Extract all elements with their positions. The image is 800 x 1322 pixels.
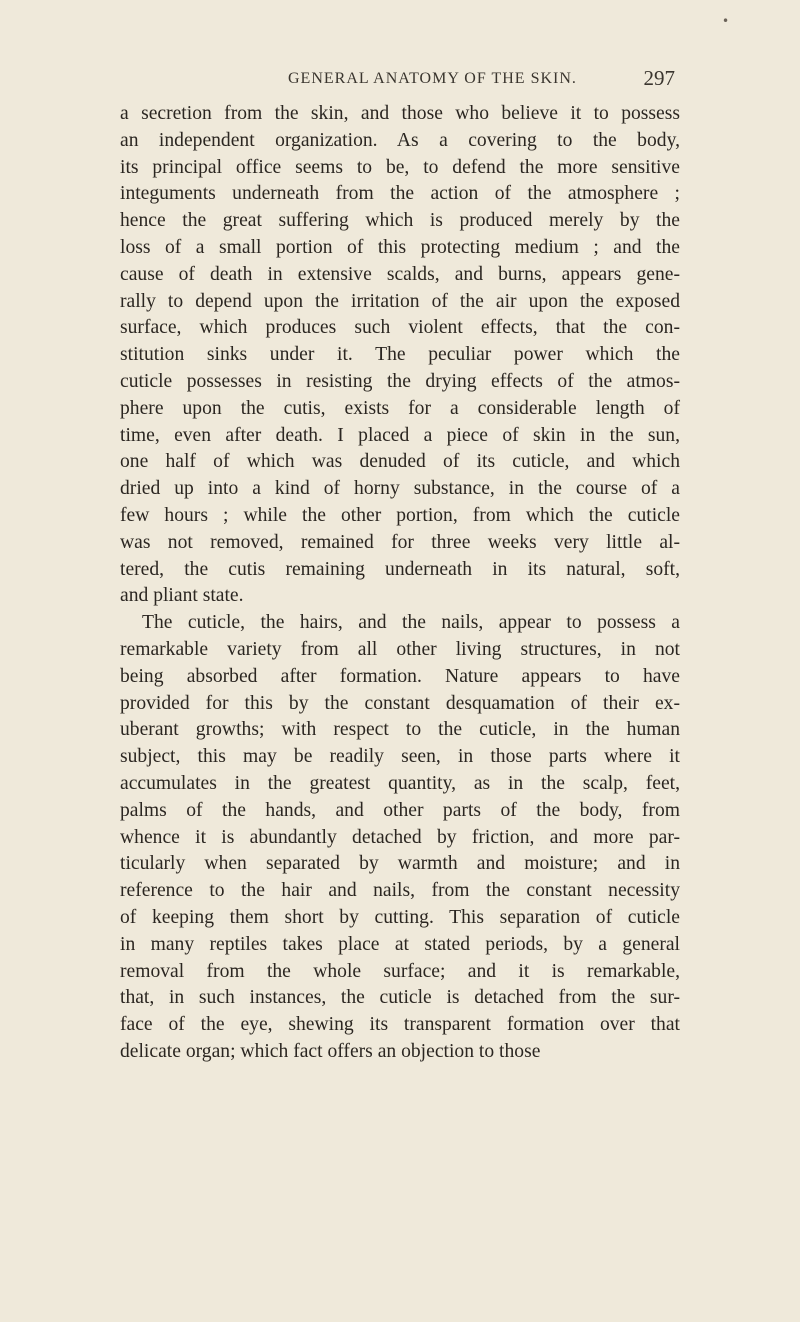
text-line: remarkable variety from all other living structures, in not [120, 638, 680, 660]
paragraph-2 [120, 610, 680, 1066]
text-line: palms of the hands, and other parts of the body, from [120, 799, 680, 821]
text-line: rally to depend upon the irritation of the air upon the exposed [120, 290, 680, 312]
text-line: phere upon the cutis, exists for a considerable length of [120, 397, 680, 419]
text-line: removal from the whole surface; and it is remarkable, [120, 960, 680, 982]
text-line: cause of death in extensive scalds, and burns, appears gene- [120, 263, 680, 285]
text-line: whence it is abundantly detached by friction, and more par- [120, 826, 680, 848]
text-line: delicate organ; which fact offers an objection to those [120, 1040, 541, 1062]
text-line: and pliant state. [120, 585, 244, 607]
text-line: surface, which produces such violent effects, that the con- [120, 317, 680, 339]
text-line: cuticle possesses in resisting the drying effects of the atmos- [120, 370, 680, 392]
text-line: dried up into a kind of horny substance, in the course of a [120, 478, 680, 500]
text-line: uberant growths; with respect to the cuticle, in the human [120, 719, 680, 741]
text-line: accumulates in the greatest quantity, as in the scalp, feet, [120, 772, 680, 794]
text-line: face of the eye, shewing its transparent formation over that [120, 1014, 680, 1036]
text-line: reference to the hair and nails, from the constant necessity [120, 880, 680, 902]
text-line: stitution sinks under it. The peculiar power which the [120, 344, 680, 366]
text-line: hence the great suffering which is produced merely by the [120, 210, 680, 232]
text-line: The cuticle, the hairs, and the nails, appear to possess a [142, 612, 680, 634]
page-number: 297 [643, 66, 675, 90]
text-line: its principal office seems to be, to defend the more sensitive [120, 156, 680, 178]
text-line: one half of which was denuded of its cuticle, and which [120, 451, 680, 473]
text-line: ticularly when separated by warmth and moisture; and in [120, 853, 680, 875]
text-line: being absorbed after formation. Nature appears to have [120, 665, 680, 687]
text-line: of keeping them short by cutting. This separation of cuticle [120, 906, 680, 928]
text-line: was not removed, remained for three weeks very little al- [120, 531, 680, 553]
margin-speck: • [722, 14, 730, 28]
body-text [120, 101, 680, 1066]
paragraph-1 [120, 101, 680, 610]
text-line: subject, this may be readily seen, in those parts where it [120, 746, 680, 768]
text-line: in many reptiles takes place at stated periods, by a general [120, 933, 680, 955]
text-line: a secretion from the skin, and those who believe it to possess [120, 103, 680, 124]
text-line: provided for this by the constant desquamation of their ex- [120, 692, 680, 714]
page-header [120, 66, 675, 96]
text-line: tered, the cutis remaining underneath in its natural, soft, [120, 558, 680, 580]
text-line: integuments underneath from the action of the atmosphere ; [120, 183, 680, 205]
running-head: GENERAL ANATOMY OF THE SKIN. [288, 70, 577, 87]
text-line: few hours ; while the other portion, from which the cuticle [120, 504, 680, 526]
text-line: an independent organization. As a covering to the body, [120, 129, 680, 151]
text-line: that, in such instances, the cuticle is detached from the sur- [120, 987, 680, 1009]
text-line: time, even after death. I placed a piece of skin in the sun, [120, 424, 680, 446]
text-line: loss of a small portion of this protecting medium ; and the [120, 236, 680, 258]
